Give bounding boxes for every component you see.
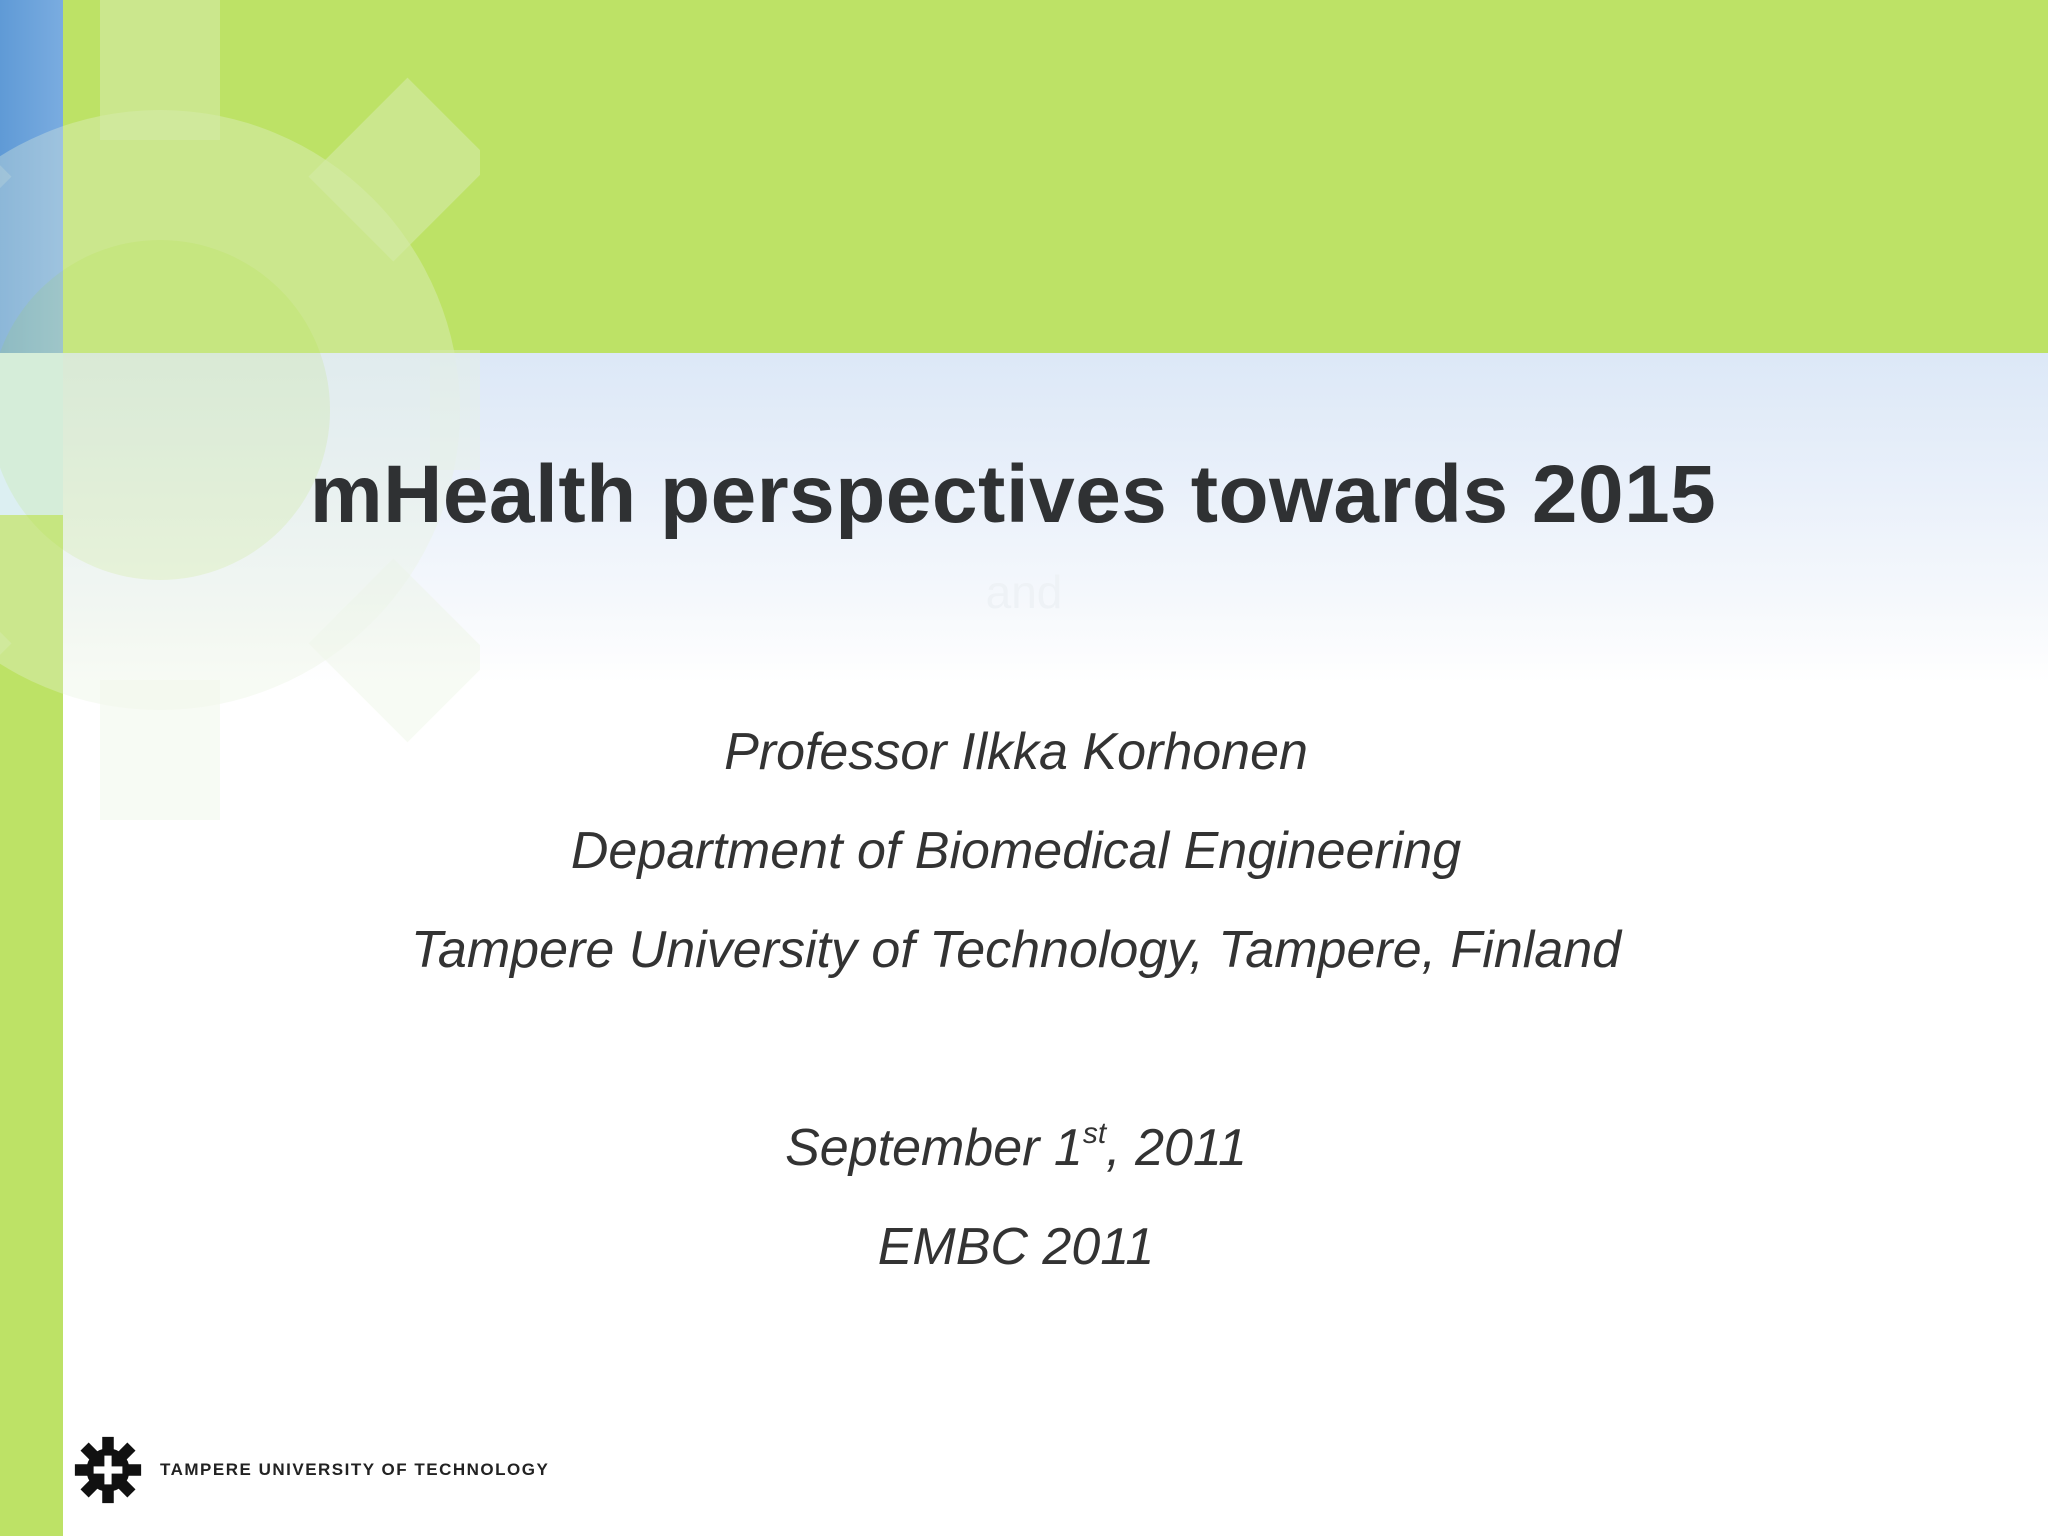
presenter-name: Professor Ilkka Korhonen xyxy=(724,723,1308,781)
gear-icon xyxy=(72,1434,144,1506)
slide-title: mHealth perspectives towards 2015 xyxy=(309,449,1717,540)
faded-text: and xyxy=(985,566,1063,618)
logo-text: TAMPERE UNIVERSITY OF TECHNOLOGY xyxy=(160,1460,550,1479)
date-ordinal-suffix: st xyxy=(1082,1116,1107,1150)
presentation-date xyxy=(0,1118,2032,1178)
date-prefix: September 1 xyxy=(785,1119,1083,1177)
gear-watermark-icon xyxy=(0,0,480,840)
event-name: EMBC 2011 xyxy=(877,1218,1155,1276)
university-affiliation: Tampere University of Technology, Tampere, Finland xyxy=(410,921,1622,979)
department-name: Department of Biomedical Engineering xyxy=(570,822,1462,880)
university-logo xyxy=(72,1432,549,1508)
date-year: , 2011 xyxy=(1106,1119,1247,1177)
